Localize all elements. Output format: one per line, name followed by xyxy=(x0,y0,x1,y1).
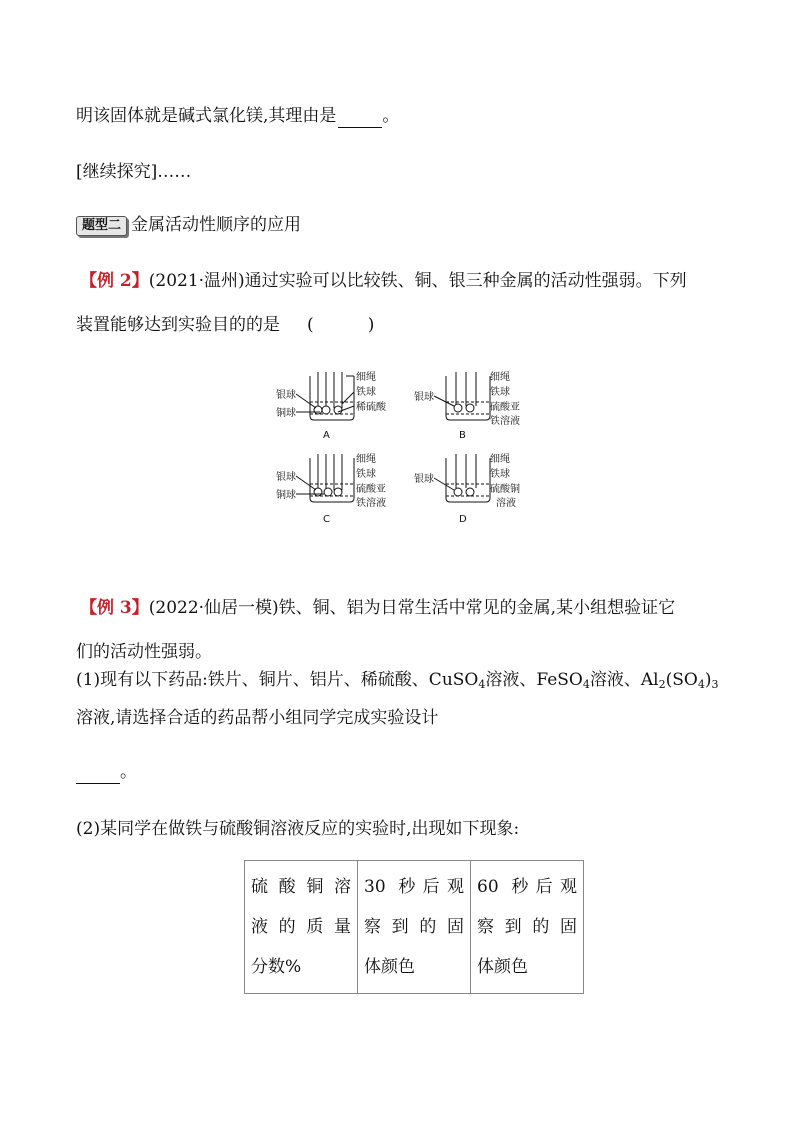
label-copper-ball-c: 铜球 xyxy=(276,490,296,501)
apparatus-b xyxy=(446,372,490,420)
option-d-label: D xyxy=(459,514,467,525)
apparatus-d xyxy=(446,454,490,502)
question-1-line-1: (1)现有以下药品:铁片、铜片、铝片、稀硫酸、CuSO$_4$溶液、FeSO$_4$溶液、$Al_2(SO_4)_3$ xyxy=(76,670,719,691)
table-header-cell: 硫酸铜溶 液的质量 分数% xyxy=(245,861,358,994)
question-type-tag: 题型二 xyxy=(76,216,127,236)
option-b-label: B xyxy=(459,430,466,441)
label-silver-ball-b: 银球 xyxy=(414,392,434,403)
label-iron-ball-c: 铁球 xyxy=(356,469,376,480)
example-2-line-1: 【例 2】(2021·温州)通过实验可以比较铁、铜、银三种金属的活动性强弱。下列 xyxy=(80,271,687,291)
label-iron-ball-d: 铁球 xyxy=(490,469,510,480)
continue-explore: [继续探究]…… xyxy=(76,162,192,182)
example-3-line-1: 【例 3】(2022·仙居一模)铁、铜、铝为日常生活中常见的金属,某小组想验证它 xyxy=(80,598,676,618)
answer-blank-2 xyxy=(76,765,120,784)
label-dilute-sulfuric-a: 稀硫酸 xyxy=(356,402,386,413)
table-header-cell: 60 秒后观 察到的固 体颜色 xyxy=(471,861,584,994)
example-3-line-2-visible: 们的活动性强弱。 xyxy=(76,642,212,662)
label-ferrous-sulfate-b: 硫酸亚 xyxy=(490,402,520,413)
label-silver-ball-a: 银球 xyxy=(276,390,296,401)
label-rope-b: 细绳 xyxy=(490,372,510,383)
label-copper-sulfate-d: 硫酸铜 xyxy=(490,484,520,495)
label-solution-c: 铁溶液 xyxy=(356,498,386,509)
label-ferrous-sulfate-c: 硫酸亚 xyxy=(356,484,386,495)
apparatus-figure xyxy=(270,368,540,528)
label-silver-ball-c: 银球 xyxy=(276,472,296,483)
example-3-label: 【例 3】 xyxy=(80,598,149,618)
observation-table xyxy=(244,860,584,994)
answer-paren: ( ) xyxy=(307,315,375,335)
question-1-line-3: 。 xyxy=(76,760,137,784)
option-c-label: C xyxy=(323,514,330,525)
label-rope-d: 细绳 xyxy=(490,454,510,465)
label-iron-ball-b: 铁球 xyxy=(490,387,510,398)
label-iron-ball-a: 铁球 xyxy=(356,387,376,398)
label-rope-a: 细绳 xyxy=(356,372,376,383)
answer-blank xyxy=(338,109,382,128)
label-silver-ball-d: 银球 xyxy=(414,474,434,485)
table-header-cell: 30 秒后观 察到的固 体颜色 xyxy=(358,861,471,994)
label-rope-c: 细绳 xyxy=(356,454,376,465)
example-2-label: 【例 2】 xyxy=(80,271,149,291)
question-type-heading: 题型二 金属活动性顺序的应用 xyxy=(76,213,301,237)
option-a-label: A xyxy=(323,430,330,441)
apparatus-a xyxy=(310,372,354,420)
question-1-line-2: 溶液,请选择合适的药品帮小组同学完成实验设计 xyxy=(76,708,439,728)
table-header-row xyxy=(245,861,584,994)
label-solution-d: 溶液 xyxy=(496,498,516,509)
text-line-1: 明该固体就是碱式氯化镁,其理由是 。 xyxy=(76,106,400,126)
label-copper-ball-a: 铜球 xyxy=(276,408,296,419)
example-2-line-2: 装置能够达到实验目的的是 ( ) xyxy=(76,315,375,335)
apparatus-c xyxy=(310,454,354,502)
label-solution-b: 铁溶液 xyxy=(490,416,520,427)
question-2-line: (2)某同学在做铁与硫酸铜溶液反应的实验时,出现如下现象: xyxy=(76,819,520,839)
